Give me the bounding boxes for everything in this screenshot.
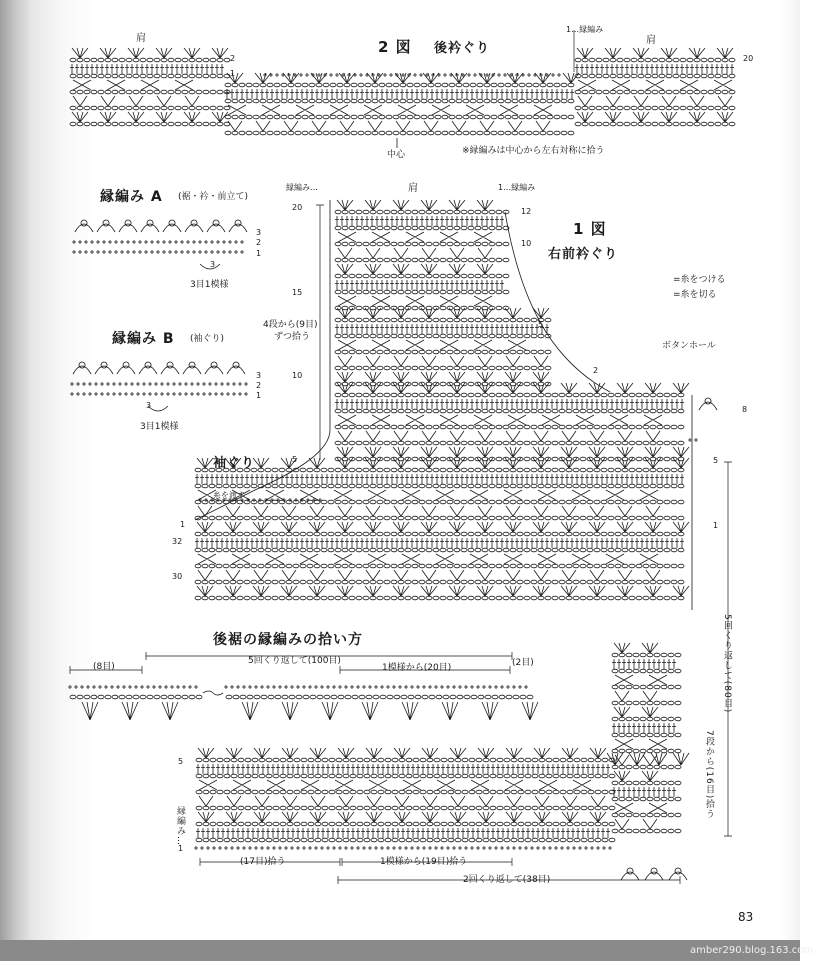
hem-body-chain-row: [196, 774, 615, 778]
fig1-lower-v-row: [198, 506, 660, 516]
figure1-pickup-left-1: 4段から(9目): [263, 320, 318, 330]
fig1-neck-dc-row: [335, 280, 504, 290]
figure1-title: 1 図: [573, 220, 607, 238]
figure2-stitch-grid: [70, 48, 735, 148]
fig1-lower-chain-row: [195, 548, 684, 552]
hem-bottom-sc: [194, 846, 612, 850]
edging-a-row-2: 2: [256, 238, 262, 247]
figure1-row-15: 15: [292, 288, 303, 297]
fig1-lower-cross-row: [198, 490, 658, 500]
hem-body-chain-row: [196, 822, 615, 826]
fig1-mid-chain-row: [335, 393, 684, 397]
hem-body-fan-row: [198, 812, 606, 822]
edging-a-sc-row: [72, 240, 244, 244]
fig1-neck-chain-row: [335, 226, 509, 230]
figure1-right-repeat: 5回くり返して(80目): [722, 614, 732, 714]
fig2-right-cross-row: [578, 80, 732, 90]
fig2-right-chain-row: [575, 90, 735, 94]
edging-b-row-3: 3: [256, 371, 262, 380]
fig2-right-dc-row: [575, 64, 734, 74]
fig1-lower-fan-row: [197, 522, 689, 532]
fig2-center-dc-row: [225, 89, 574, 99]
fig2-right-fan-row: [577, 112, 733, 122]
fig1-front-band-chain-row: [612, 781, 681, 785]
figure1-row-20: 20: [292, 203, 303, 212]
fig1-upper-chain-row: [335, 382, 551, 386]
fig2-right-chain-row: [575, 58, 735, 62]
fig1-lower-chain-row: [195, 532, 684, 536]
fig1-lower-chain-row: [195, 468, 684, 472]
hem-body-chain-row: [196, 838, 615, 842]
fig2-left-chain-row: [70, 58, 230, 62]
watermark-url: amber290.blog.163.com: [690, 945, 813, 956]
edging-b-sc-row: [70, 392, 248, 396]
fig1-front-band-chain-row: [612, 797, 681, 801]
figure1-row-right-1: 1: [713, 521, 719, 530]
fig1-front-band-chain-row: [612, 813, 681, 817]
figure2-title: 2 図: [378, 38, 412, 56]
fig1-upper-v-row: [338, 356, 548, 366]
figure2-row-2: 2: [230, 54, 236, 63]
bottom-band: [0, 940, 813, 961]
edging-b-title: 縁編み B: [112, 331, 175, 347]
figure1-legend-cut: =糸を切る: [673, 290, 717, 300]
fig1-neck-chain-row: [335, 274, 509, 278]
edging-a-count: 3: [210, 260, 216, 269]
fig1-neck-chain-row: [335, 258, 509, 262]
fig1-upper-chain-row: [335, 318, 551, 322]
edging-a-sc-row: [72, 250, 244, 254]
fig1-lower-chain-row: [195, 580, 684, 584]
fig1-neck-v-row: [338, 248, 492, 258]
fig2-left-chain-row: [70, 74, 230, 78]
hem-count-2: (2目): [512, 658, 534, 668]
figure1-right-pick: 7段から(16目)拾う: [704, 730, 714, 820]
figure2-row-1: 1: [230, 69, 236, 78]
fig2-left-chain-row: [70, 90, 230, 94]
hem-pick-17: (17目)拾う: [240, 857, 286, 867]
fig1-lower-chain-row: [195, 484, 684, 488]
hem-count-8: (8目): [93, 662, 115, 672]
fig1-lower-chain-row: [195, 516, 684, 520]
fig1-front-band-cross-row: [615, 675, 667, 685]
fig1-front-band-fan-row: [614, 771, 658, 781]
fig1-upper-chain-row: [335, 350, 551, 354]
edging-b-row-2: 2: [256, 381, 262, 390]
fig2-center-chain-row: [225, 115, 574, 119]
figure1-row-10: 10: [292, 371, 303, 380]
fig2-center-cross-row: [228, 105, 552, 115]
fig1-front-band-chain-row: [612, 829, 681, 833]
fig2-center-chain-row: [225, 99, 574, 103]
fig1-front-band-chain-row: [612, 669, 681, 673]
hem-body-chain-row: [196, 790, 615, 794]
edging-a-repeat: 3目1模様: [190, 280, 229, 290]
hem-top-chain: [70, 695, 202, 699]
edging-b-count: 3: [146, 401, 152, 410]
hem-top-sc: [68, 685, 198, 689]
hem-body-dc-row: [196, 764, 610, 774]
fig1-lower-chain-row: [195, 596, 684, 600]
hem-row-1: 1: [178, 844, 184, 853]
figure2-symmetry-note: ※縁編みは中心から左右対称に拾う: [462, 146, 605, 156]
hem-top-chain: [226, 695, 533, 699]
figure1-yarn-pass: 糸を渡す: [213, 491, 245, 500]
fig2-right-chain-row: [575, 74, 735, 78]
hem-row-5: 5: [178, 757, 184, 766]
fig1-neck-cross-row: [338, 232, 492, 242]
fig1-neck-chain-row: [335, 290, 509, 294]
fig1-neck-dc-row: [335, 216, 504, 226]
edging-a-row-3: 3: [256, 228, 262, 237]
edging-a-picot-row: [75, 220, 247, 232]
hem-edge-label: 縁編み…: [175, 806, 185, 846]
figure1-edge-right: 1…縁編み: [498, 183, 536, 192]
fig1-upper-cross-row: [338, 340, 526, 350]
fig2-left-chain-row: [70, 106, 230, 110]
hem-title: 後裾の縁編みの拾い方: [213, 632, 363, 648]
fig2-right-chain-row: [575, 122, 735, 126]
figure1-subtitle: 右前衿ぐり: [548, 247, 619, 262]
figure1-stitch-grid: [195, 200, 717, 833]
hem-pick-19: 1模様から(19目)拾う: [380, 857, 468, 867]
fig1-front-band-chain-row: [612, 685, 681, 689]
figure1-legend-join: =糸をつける: [673, 275, 726, 285]
figure1-row-right-10: 10: [521, 239, 532, 248]
hem-pattern-20: 1模様から(20目): [382, 663, 452, 673]
edging-b-picot-row: [73, 362, 245, 374]
fig1-mid-cross-row: [338, 415, 662, 425]
fig1-front-band-chain-row: [612, 717, 681, 721]
figure1-row-2: 2: [593, 366, 599, 375]
fig1-mid-dc-row: [335, 399, 684, 409]
fig1-neck-fan-row: [337, 200, 493, 210]
figure1-shoulder: 肩: [408, 183, 418, 194]
fig1-upper-chain-row: [335, 334, 551, 338]
fig1-front-band-fan-row: [614, 643, 658, 653]
fig1-buttonhole-picots: [699, 398, 717, 410]
dim-left-rows: [316, 205, 324, 460]
page-number: 83: [738, 910, 754, 924]
fig1-mid-chain-row: [335, 441, 684, 445]
fig1-lower-chain-row: [195, 500, 684, 504]
fig1-lower-v-row: [198, 570, 660, 580]
figure2-center-label: 中心: [387, 150, 406, 160]
fig2-right-v-row: [578, 96, 732, 106]
fig2-left-cross-row: [73, 80, 193, 90]
fig1-lower-cross-row: [198, 554, 658, 564]
fig1-front-band-chain-row: [612, 733, 681, 737]
fig1-neck-fan-row: [337, 264, 493, 274]
fig1-front-band-chain-row: [612, 765, 681, 769]
figure1-pickup-left-2: ずつ拾う: [274, 332, 311, 342]
edging-b-sc-row: [70, 382, 248, 386]
figure1-armhole-row-1: 1: [180, 520, 186, 529]
edging-b-repeat: 3目1模様: [140, 422, 179, 432]
fig2-center-chain-row: [225, 83, 574, 87]
figure1-buttonhole: ボタンホール: [662, 341, 716, 351]
hem-top-fans: [242, 702, 538, 720]
fig1-lower-fan-row: [197, 586, 689, 596]
edging-b-subtitle: (袖ぐり): [190, 334, 225, 344]
figure1-row-right-5: 5: [538, 320, 544, 329]
hem-break-mark: [203, 691, 223, 695]
hem-repeat-38: 2回くり返して(38目): [463, 875, 551, 885]
fig2-center-v-row: [228, 121, 550, 131]
figure1-armhole-row-30: 30: [172, 572, 183, 581]
hem-repeat-100: 5回くり返して(100目): [248, 656, 341, 666]
fig1-mid-chain-row: [335, 425, 684, 429]
fig1-front-band-v-row: [615, 691, 657, 701]
edging-stitch-strips: [70, 220, 248, 411]
fig1-front-sc: [688, 438, 698, 442]
figure2-row-20: 20: [743, 54, 754, 63]
fig1-mid-v-row: [338, 431, 660, 441]
figure2-edge-note: 1…縁編み: [566, 25, 604, 34]
edging-a-row-1: 1: [256, 249, 262, 258]
fig1-upper-chain-row: [335, 366, 551, 370]
fig1-front-band-fan-row: [614, 707, 658, 717]
figure2-shoulder-left: 肩: [136, 33, 146, 44]
hem-body-chain-row: [196, 758, 615, 762]
fig1-neck-chain-row: [335, 210, 509, 214]
edging-a-subtitle: (裾・衿・前立て): [178, 192, 249, 202]
hem-body-chain-row: [196, 806, 615, 810]
hem-top-fans: [82, 702, 178, 720]
hem-top-sc: [224, 685, 528, 689]
fig2-left-dc-row: [70, 64, 224, 74]
fig2-left-v-row: [73, 96, 199, 106]
fig1-upper-dc-row: [335, 324, 549, 334]
fig1-front-band-dc-row: [612, 659, 676, 669]
fig2-center-chain-row: [225, 131, 574, 135]
fig2-edge-sc: [263, 73, 561, 77]
fig1-neck-chain-row: [335, 242, 509, 246]
fig2-left-chain-row: [70, 122, 230, 126]
figure1-row-right-12: 12: [521, 207, 532, 216]
fig1-lower-chain-row: [195, 564, 684, 568]
figure1-edge-left: 縁編み…: [286, 183, 318, 192]
fig1-front-band-chain-row: [612, 701, 681, 705]
fig2-right-chain-row: [575, 106, 735, 110]
figure1-row-8: 8: [742, 405, 748, 414]
fig2-left-fan-row: [72, 112, 228, 122]
fig1-front-fans: [607, 753, 689, 765]
fig1-lower-dc-row: [195, 538, 684, 548]
figure1-row-right-5b: 5: [713, 456, 719, 465]
figure1-armhole: 袖ぐり: [213, 456, 256, 471]
fig1-front-band-v-row: [615, 819, 657, 829]
fig1-mid-chain-row: [335, 409, 684, 413]
hem-body-dc-row: [196, 828, 610, 838]
edging-a-title: 縁編み A: [100, 189, 163, 205]
figure1-armhole-row-32: 32: [172, 537, 183, 546]
figure2-shoulder-right: 肩: [646, 35, 656, 46]
fig1-front-band-dc-row: [612, 787, 676, 797]
fig1-neck-cross-row: [338, 296, 492, 306]
edging-b-row-1: 1: [256, 391, 262, 400]
fig1-front-band-chain-row: [612, 653, 681, 657]
fig1-upper-fan-row: [337, 372, 549, 382]
hem-corner-picots: [621, 868, 687, 880]
hem-body-fan-row: [198, 748, 606, 758]
hem-stitch-grid: [68, 685, 687, 880]
fig1-mid-fan-row: [337, 447, 689, 457]
fig1-front-band-chain-row: [612, 749, 681, 753]
fig1-front-band-cross-row: [615, 803, 667, 813]
figure1-row-5: 5: [292, 455, 298, 464]
fig2-left-fan-row: [72, 48, 228, 58]
hem-body-cross-row: [199, 780, 591, 790]
fig1-front-band-cross-row: [615, 739, 667, 749]
fig1-lower-dc-row: [195, 474, 684, 484]
figure2-subtitle: 後衿ぐり: [434, 41, 491, 56]
fig2-right-fan-row: [577, 48, 733, 58]
fig1-front-band-dc-row: [612, 723, 676, 733]
hem-body-v-row: [199, 796, 605, 806]
